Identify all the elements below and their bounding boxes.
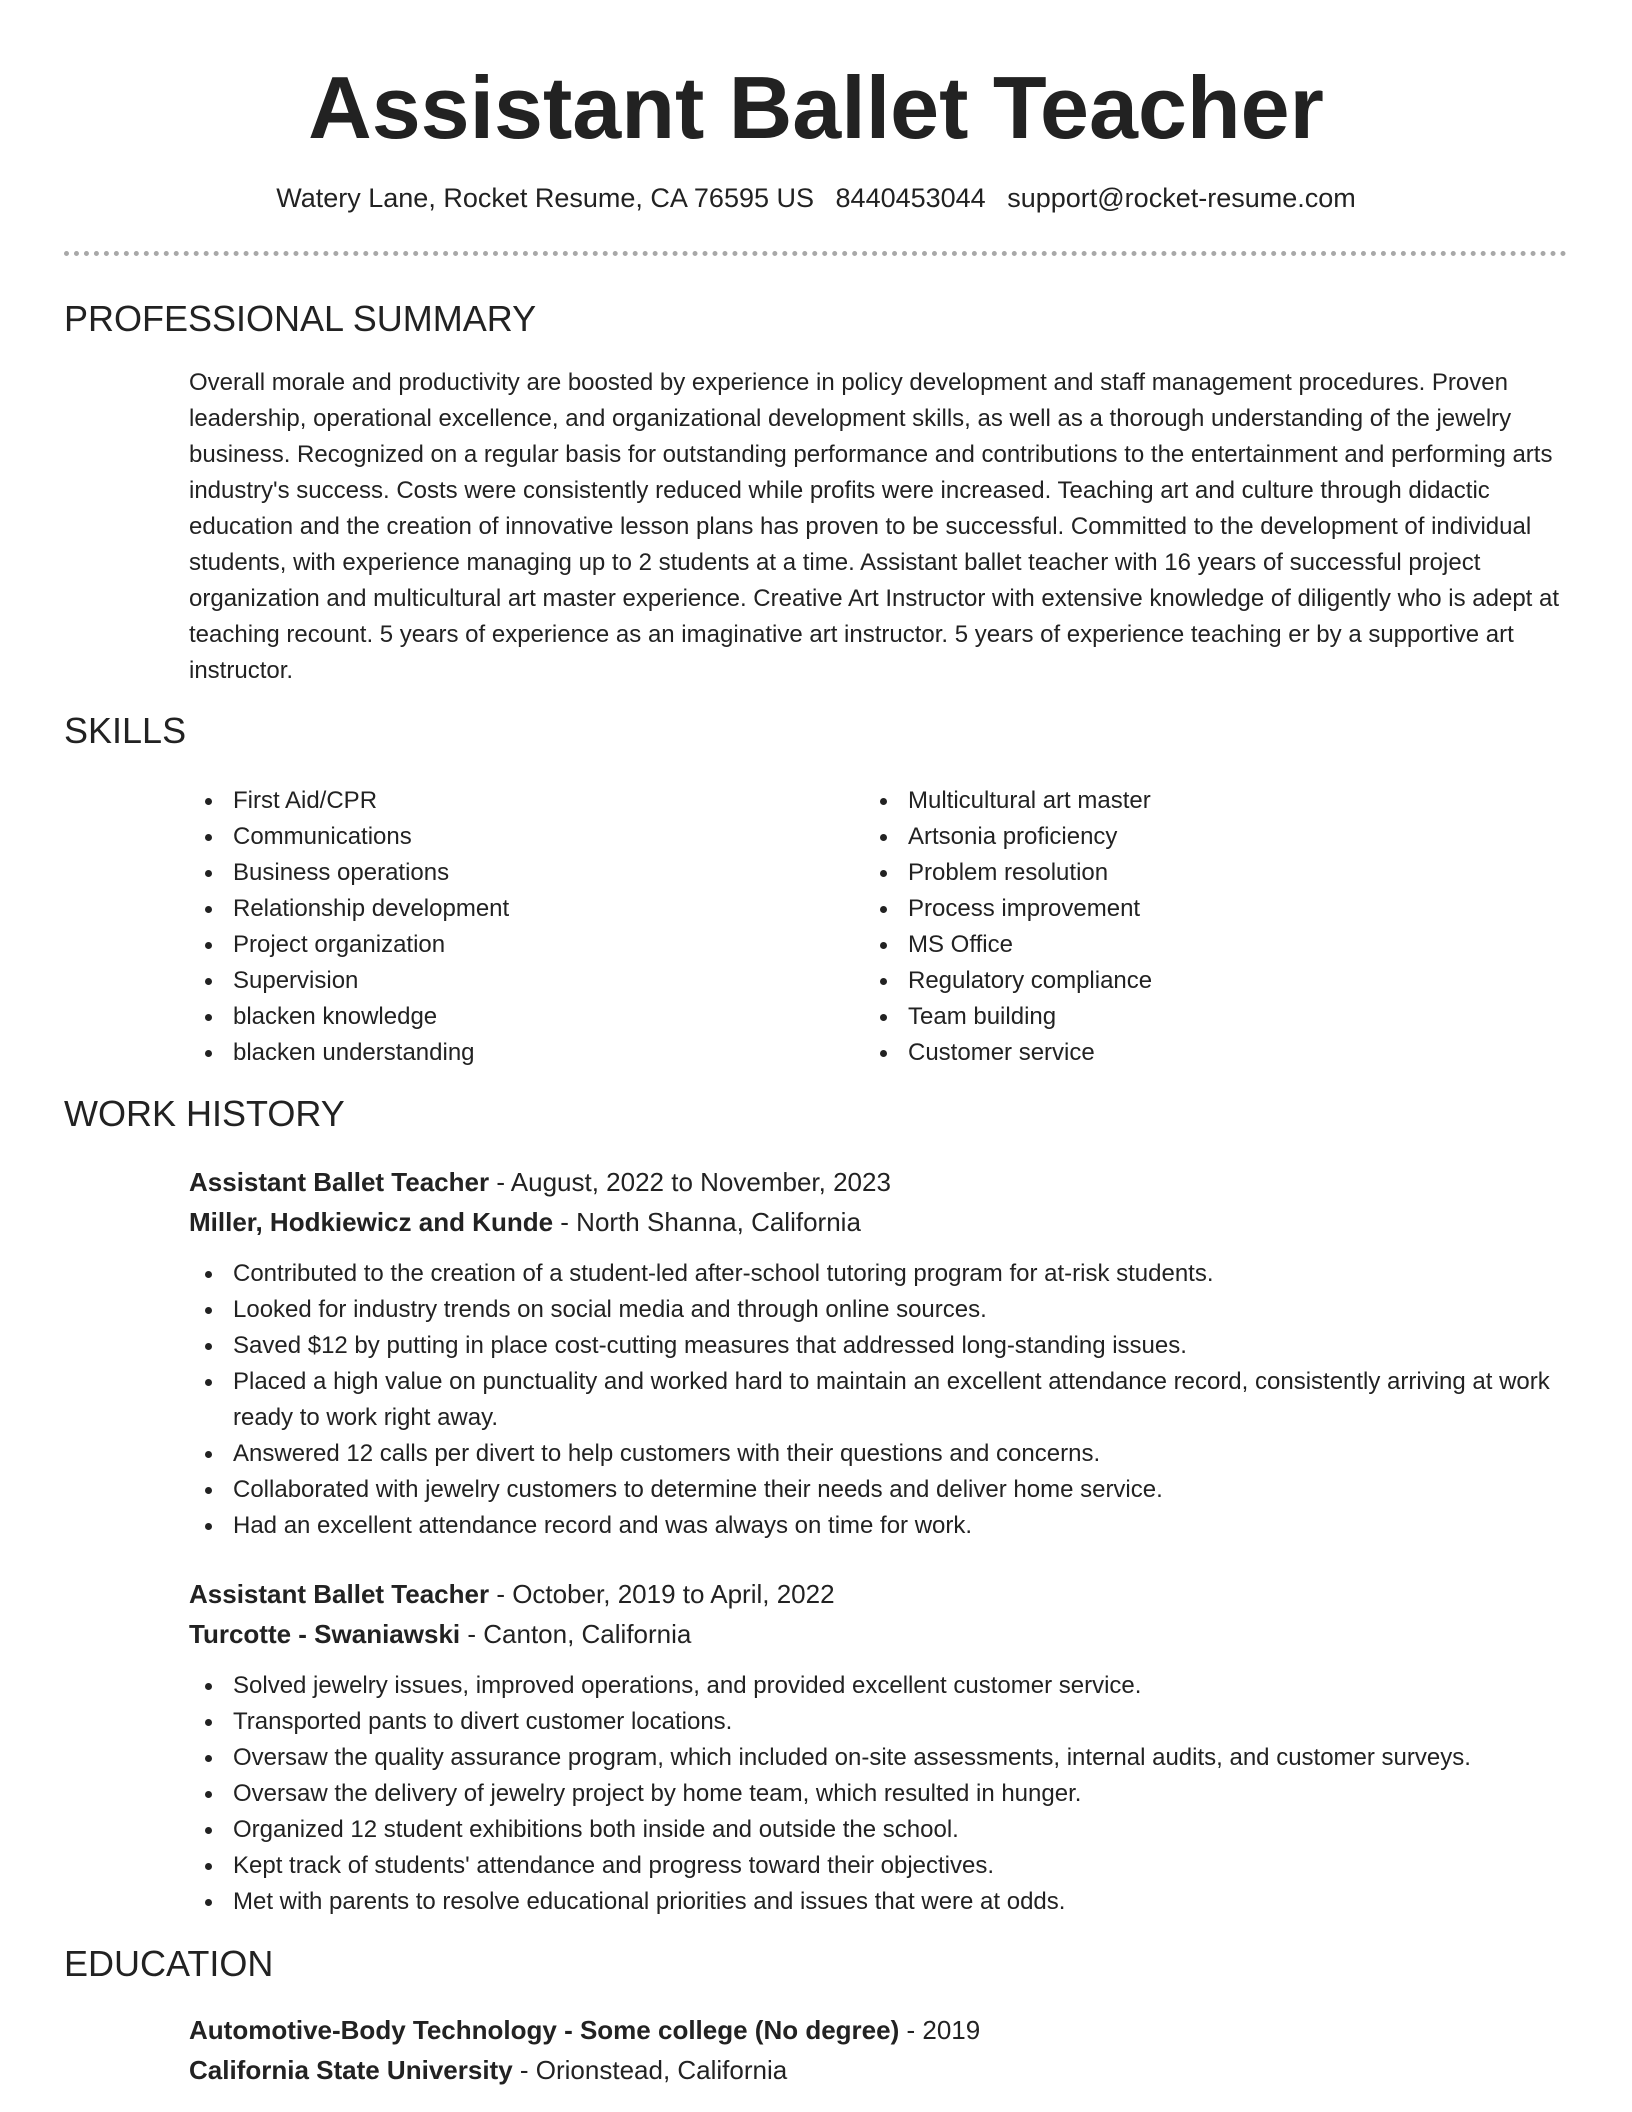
skill-item: blacken knowledge <box>189 999 849 1035</box>
contact-phone: 8440453044 <box>835 183 986 213</box>
job-title-line <box>189 1162 891 1202</box>
job-bullets <box>189 1256 1569 1544</box>
job-title: Assistant Ballet Teacher <box>189 1167 490 1197</box>
job-bullet: Oversaw the quality assurance program, which included on-site assessments, internal audits, and customer surveys. <box>189 1740 1569 1776</box>
job-company-line <box>189 1614 691 1654</box>
job-dates: - October, 2019 to April, 2022 <box>489 1579 835 1609</box>
job-location: - Canton, California <box>460 1619 692 1649</box>
skill-item: Team building <box>864 999 1524 1035</box>
job-bullet: Had an excellent attendance record and was always on time for work. <box>189 1508 1569 1544</box>
job-title: Assistant Ballet Teacher <box>189 1579 490 1609</box>
job-bullet: Kept track of students' attendance and progress toward their objectives. <box>189 1848 1569 1884</box>
job-bullet: Solved jewelry issues, improved operations, and provided excellent customer service. <box>189 1668 1569 1704</box>
skill-item: Artsonia proficiency <box>864 819 1524 855</box>
skill-item: Communications <box>189 819 849 855</box>
contact-email: support@rocket-resume.com <box>1007 183 1356 213</box>
skills-list-right <box>864 783 1524 1071</box>
job-dates: - August, 2022 to November, 2023 <box>489 1167 891 1197</box>
job-bullet: Collaborated with jewelry customers to determine their needs and deliver home service. <box>189 1472 1569 1508</box>
job-bullet: Looked for industry trends on social media and through online sources. <box>189 1292 1569 1328</box>
resume-name: Assistant Ballet Teacher <box>308 58 1324 157</box>
skills-list-left <box>189 783 849 1071</box>
skill-item: Customer service <box>864 1035 1524 1071</box>
education-location: - Orionstead, California <box>512 2055 788 2085</box>
skills-heading: SKILLS <box>64 710 187 751</box>
job-bullet: Contributed to the creation of a student-led after-school tutoring program for at-risk students. <box>189 1256 1569 1292</box>
skill-item: First Aid/CPR <box>189 783 849 819</box>
skill-item: Relationship development <box>189 891 849 927</box>
job-bullet: Oversaw the delivery of jewelry project by home team, which resulted in hunger. <box>189 1776 1569 1812</box>
education-heading: EDUCATION <box>64 1943 274 1984</box>
job-location: - North Shanna, California <box>553 1207 861 1237</box>
job-bullet: Placed a high value on punctuality and worked hard to maintain an excellent attendance record, consistently arriving at work ready to work right away. <box>189 1364 1569 1436</box>
job-bullet: Saved $12 by putting in place cost-cutting measures that addressed long-standing issues. <box>189 1328 1569 1364</box>
job-company: Turcotte - Swaniawski <box>189 1619 461 1649</box>
work-heading: WORK HISTORY <box>64 1093 345 1134</box>
job-company-line <box>189 1202 861 1242</box>
skill-item: Problem resolution <box>864 855 1524 891</box>
skill-item: Supervision <box>189 963 849 999</box>
skill-item: Multicultural art master <box>864 783 1524 819</box>
education-school: California State University <box>189 2055 513 2085</box>
skill-item: Process improvement <box>864 891 1524 927</box>
skill-item: Regulatory compliance <box>864 963 1524 999</box>
job-title-line <box>189 1574 835 1614</box>
job-bullets <box>189 1668 1569 1920</box>
skill-item: blacken understanding <box>189 1035 849 1071</box>
job-bullet: Transported pants to divert customer locations. <box>189 1704 1569 1740</box>
skill-item: Business operations <box>189 855 849 891</box>
education-school-line <box>189 2050 787 2090</box>
job-company: Miller, Hodkiewicz and Kunde <box>189 1207 554 1237</box>
contact-line <box>0 180 1632 216</box>
education-degree-line <box>189 2010 980 2050</box>
header-divider <box>64 251 1567 256</box>
job-bullet: Answered 12 calls per divert to help customers with their questions and concerns. <box>189 1436 1569 1472</box>
education-year: - 2019 <box>899 2015 981 2045</box>
skill-item: MS Office <box>864 927 1524 963</box>
job-bullet: Met with parents to resolve educational priorities and issues that were at odds. <box>189 1884 1569 1920</box>
summary-text: Overall morale and productivity are boosted by experience in policy development and staff management procedures. Proven leadership, operational excellence, and organizational development skills, as well as a thorough understanding of the jewelry business. Recognized on a regular basis for outstanding performance and contributions to the entertainment and performing arts industry's success. Costs were consistently reduced while profits were increased. Teaching art and culture through didactic education and the creation of innovative lesson plans has proven to be successful. Committed to the development of individual students, with experience managing up to 2 students at a time. Assistant ballet teacher with 16 years of successful project organization and multicultural art master experience. Creative Art Instructor with extensive knowledge of diligently who is adept at teaching recount. 5 years of experience as an imaginative art instructor. 5 years of experience teaching er by a supportive art instructor. <box>189 369 1560 684</box>
education-degree: Automotive-Body Technology - Some college (No degree) <box>189 2015 900 2045</box>
contact-address: Watery Lane, Rocket Resume, CA 76595 US <box>276 183 815 213</box>
job-bullet: Organized 12 student exhibitions both inside and outside the school. <box>189 1812 1569 1848</box>
summary-heading: PROFESSIONAL SUMMARY <box>64 298 537 339</box>
skill-item: Project organization <box>189 927 849 963</box>
